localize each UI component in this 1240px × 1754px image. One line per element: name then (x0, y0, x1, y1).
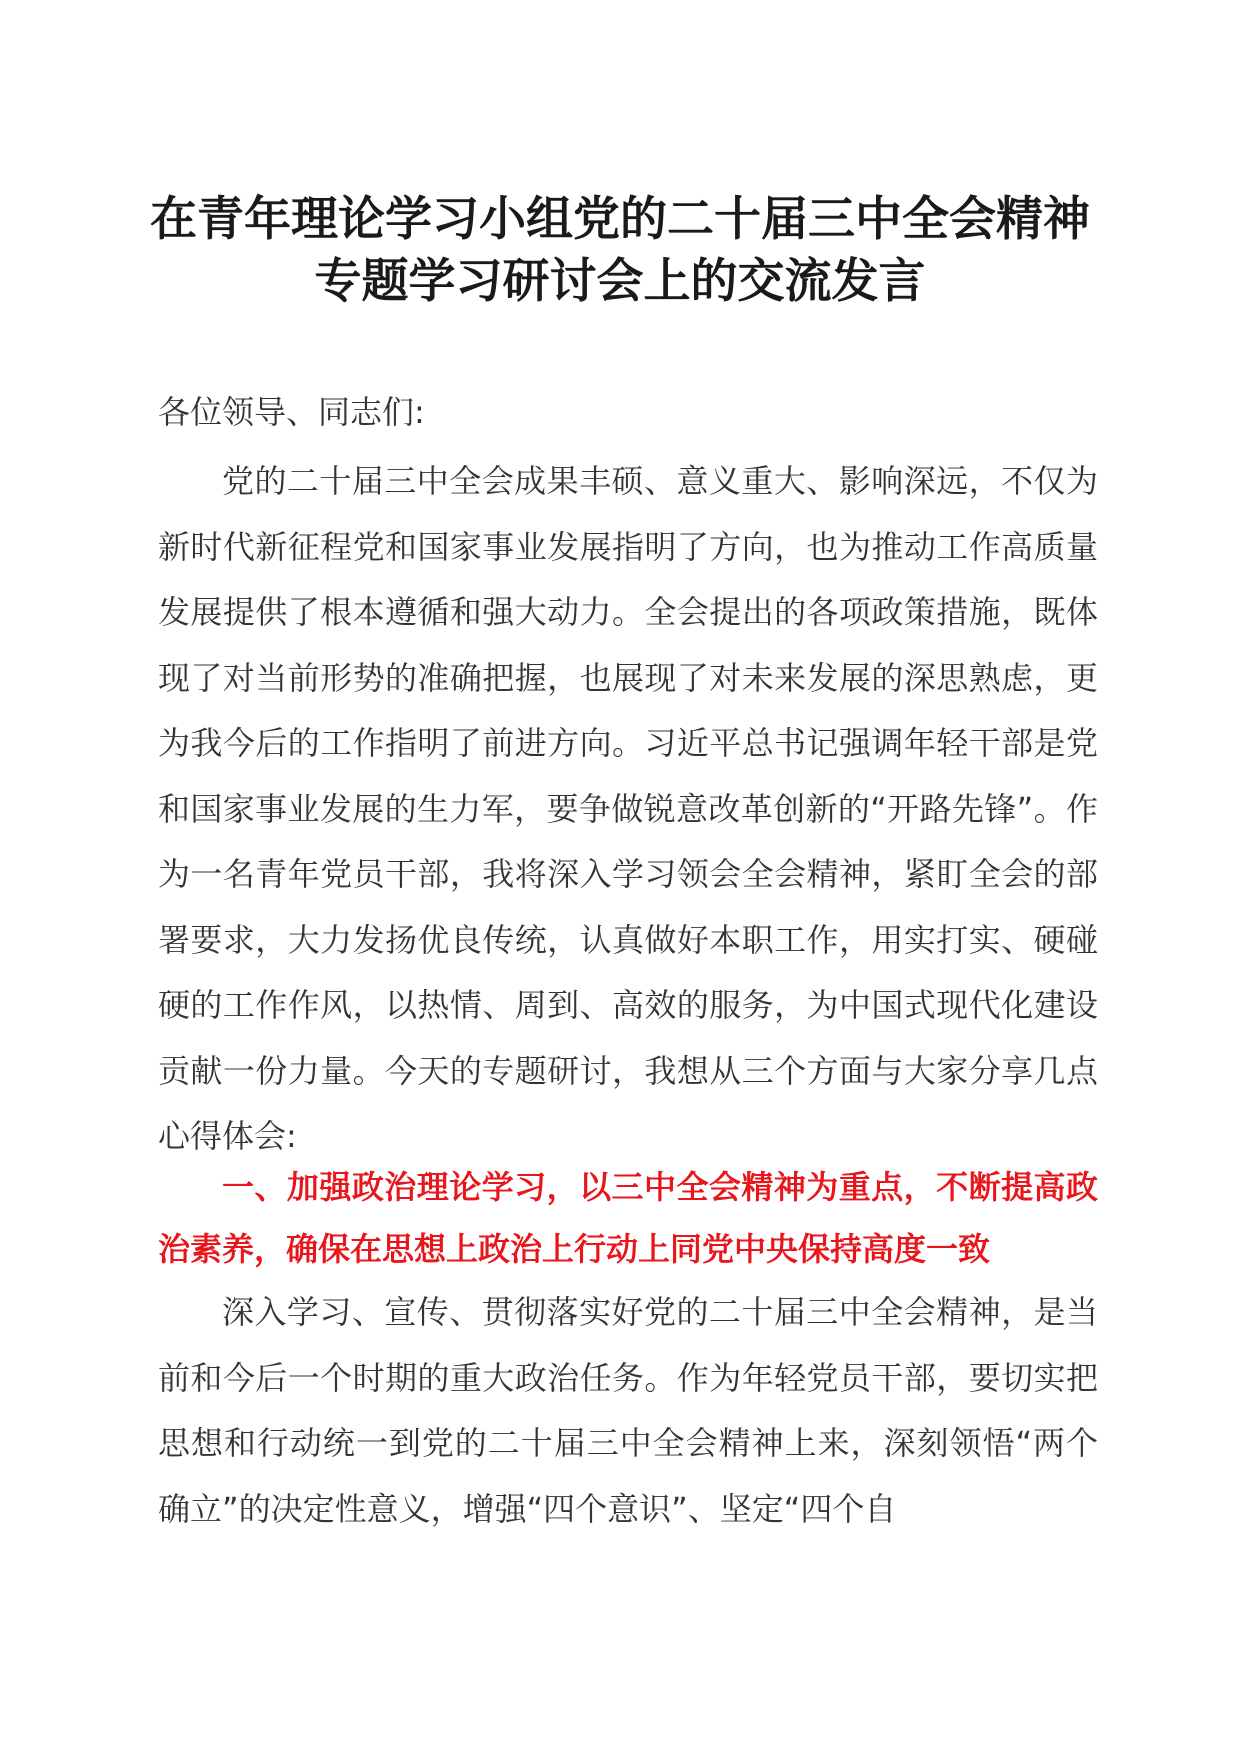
document-title-line-2: 专题学习研讨会上的交流发言 (314, 254, 926, 309)
paragraph-intro: 党的二十届三中全会成果丰硕、意义重大、影响深远，不仅为新时代新征程党和国家事业发展指明了方向，也为推动工作高质量发展提供了根本遵循和强大动力。全会提出的各项政策措施，既体现了对当前形势的准确把握，也展现了对未来发展的深思熟虑，更为我今后的工作指明了前进方向。习近平总书记强调年轻干部是党和国家事业发展的生力军，要争做锐意改革创新的“开路先锋”。作为一名青年党员干部，我将深入学习领会全会精神，紧盯全会的部署要求，大力发扬优良传统，认真做好本职工作，用实打实、硬碰硬的工作作风，以热情、周到、高效的服务，为中国式现代化建设贡献一份力量。今天的专题研讨，我想从三个方面与大家分享几点心得体会: (158, 462, 1098, 1155)
section-heading-1: 一、加强政治理论学习，以三中全会精神为重点，不断提高政治素养，确保在思想上政治上行动上同党中央保持高度一致 (158, 1168, 1098, 1268)
greeting: 各位领导、同志们: (158, 393, 425, 431)
paragraph-section-1: 深入学习、宣传、贯彻落实好党的二十届三中全会精神，是当前和今后一个时期的重大政治任务。作为年轻党员干部，要切实把思想和行动统一到党的二十届三中全会精神上来，深刻领悟“两个确立”的决定性意义，增强“四个意识”、坚定“四个自 (158, 1293, 1098, 1528)
document-title-line-1: 在青年理论学习小组党的二十届三中全会精神 (150, 192, 1090, 247)
